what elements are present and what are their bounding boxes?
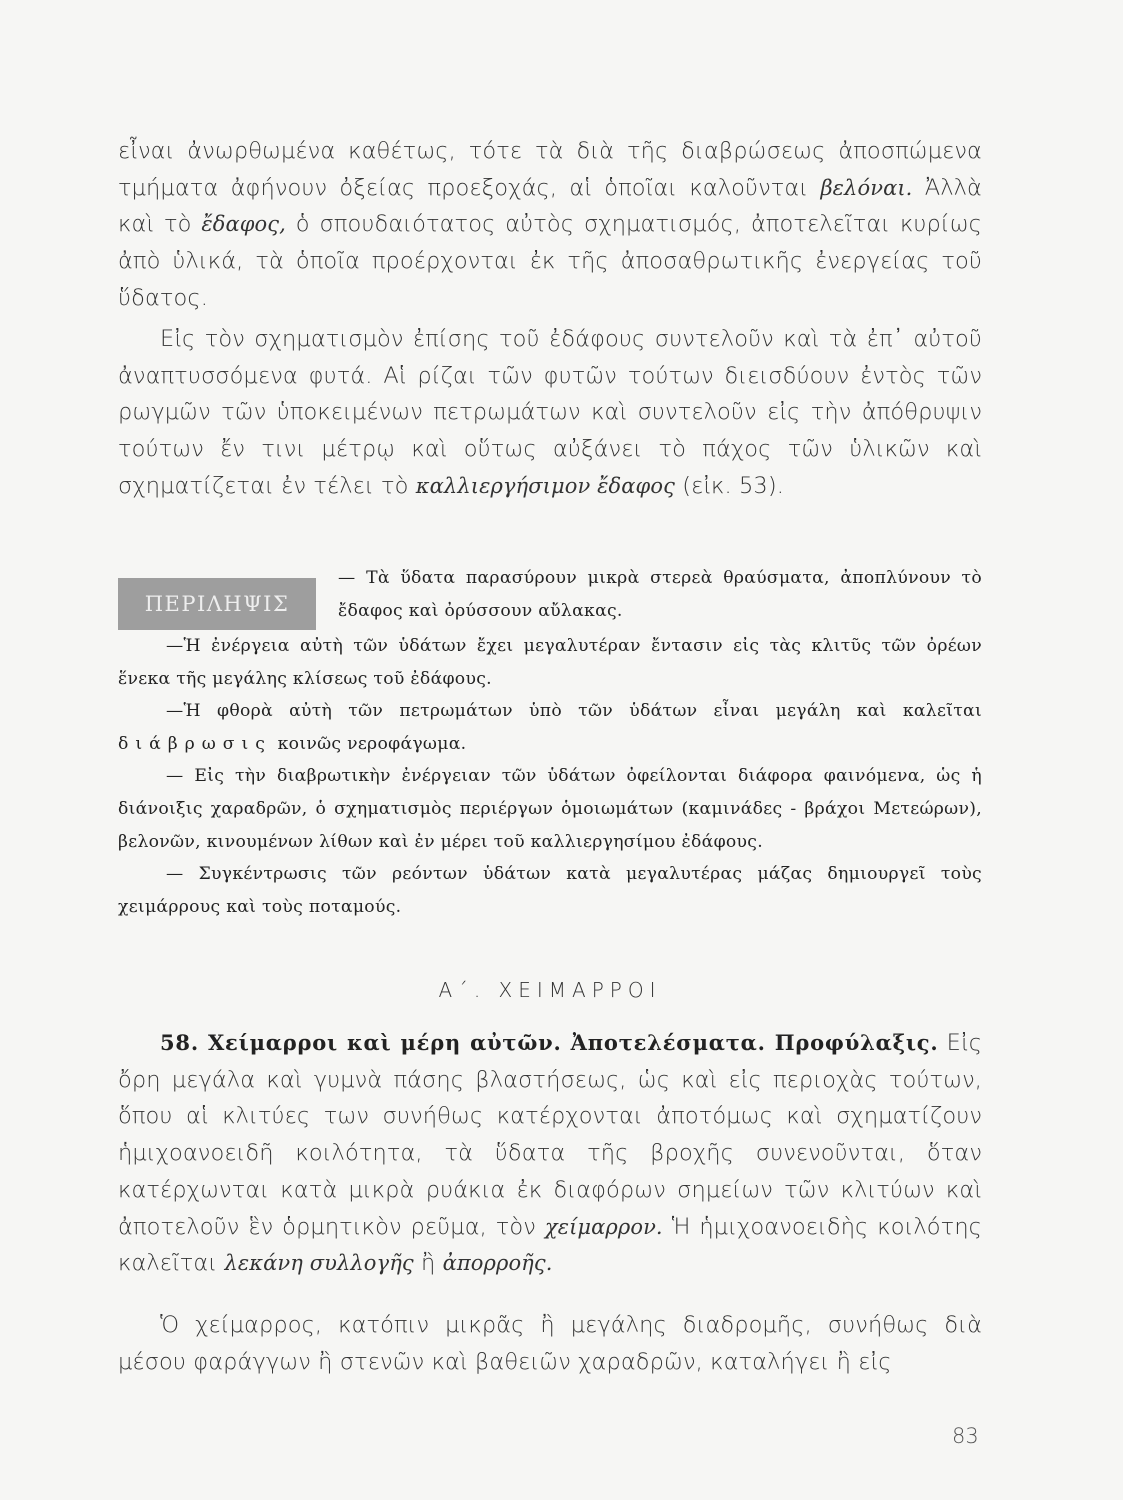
paragraph-2 (118, 321, 982, 505)
term-aporrois: ἀπορροῆς. (442, 1251, 553, 1276)
summary-box (118, 562, 982, 923)
summary-item-1: — Τὰ ὕδατα παρασύρουν μικρὰ στερεὰ θραύσματα, ἀποπλύνουν τὸ ἔδαφος καὶ ὀρύσσουν αὔλακας. (338, 568, 982, 621)
term-kalliergisimon-edafos: καλλιεργήσιμον ἔδαφος (415, 473, 675, 498)
summary-item-5: — Συγκέντρωσις τῶν ρεόντων ὑδάτων κατὰ μεγαλυτέρας μάζας δημιουργεῖ τοὺς χειμάρρους καὶ τοὺς ποταμούς. (118, 864, 982, 917)
term-cheimarros: χείμαρρον. (544, 1214, 663, 1239)
term-edafos: ἔδαφος, (201, 212, 286, 237)
summary-item-2: —Ἡ ἐνέργεια αὐτὴ τῶν ὑδάτων ἔχει μεγαλυτέραν ἔντασιν εἰς τὰς κλιτῦς τῶν ὀρέων ἕνεκα τῆς μεγάλης κλίσεως τοῦ ἐδάφους. (118, 636, 982, 689)
paragraph-3 (118, 1025, 982, 1282)
paragraph-4-text: Ὁ χείμαρρος, κατόπιν μικρᾶς ἢ μεγάλης διαδρομῆς, συνήθως διὰ μέσου φαράγγων ἢ στενῶν καὶ βαθειῶν χαραδρῶν, καταλήγει ἢ εἰς (118, 1312, 982, 1375)
summary-item-3 (118, 695, 982, 760)
paragraph-4 (118, 1307, 982, 1380)
term-belonai: βελόναι. (820, 175, 913, 200)
paragraph-1 (118, 133, 982, 317)
summary-item-4: — Εἰς τὴν διαβρωτικὴν ἐνέργειαν τῶν ὑδάτων ὀφείλονται διάφορα φαινόμενα, ὡς ἡ διάνοιξις χαραδρῶν, ὁ σχηματισμὸς περιέργων ὁμοιωμάτων (καμινάδες - βράχοι Μετεώρων), βελονῶν, κινουμένων λίθων καὶ ἐν μέρει τοῦ καλλιεργησίμου ἐδάφους. (118, 766, 982, 852)
paragraph-1-text-b: Ἀλλὰ καὶ τὸ (118, 174, 982, 238)
summary-item-3-text-a: —Ἡ φθορὰ αὐτὴ τῶν πετρωμάτων ὑπὸ τῶν ὑδάτων εἶναι μεγάλη καὶ καλεῖται (166, 701, 982, 722)
term-diavrosis: διάβρωσις (118, 733, 272, 754)
section-58-heading: 58. Χείμαρροι καὶ μέρη αὐτῶν. Ἀποτελέσματα. Προφύλαξις. (160, 1030, 939, 1055)
paragraph-1-text-c: ὁ σπουδαιότατος αὐτὸς σχηματισμός, ἀποτελεῖται κυρίως ἀπὸ ὑλικά, τὰ ὁποῖα προέρχονται ἐκ τῆς ἀποσαθρωτικῆς ἐνεργείας τοῦ ὕδατος. (118, 211, 982, 311)
page-number: 83 (952, 1424, 979, 1448)
summary-badge: ΠΕΡΙΛΗΨΙΣ (118, 578, 316, 630)
paragraph-2-text-a: Εἰς τὸν σχηματισμὸν ἐπίσης τοῦ ἐδάφους συντελοῦν καὶ τὰ ἐπ᾽ αὐτοῦ ἀναπτυσσόμενα φυτά. Αἱ ρίζαι τῶν φυτῶν τούτων διεισδύουν ἐντὸς τῶν ρωγμῶν τῶν ὑποκειμένων πετρωμάτων καὶ συντελοῦν εἰς τὴν ἀπόθρυψιν τούτων ἔν τινι μέτρῳ καὶ οὕτως αὐξάνει τὸ πάχος τῶν ὑλικῶν καὶ σχηματίζεται ἐν τέλει τὸ (118, 326, 982, 499)
term-lekani-syllogis: λεκάνη συλλογῆς (224, 1251, 414, 1276)
summary-item-3-text-b: κοινῶς νεροφάγωμα. (271, 733, 467, 754)
paragraph-3-text-c: ἢ (413, 1250, 443, 1277)
paragraph-1-text-a: εἶναι ἀνωρθωμένα καθέτως, τότε τὰ διὰ τῆς διαβρώσεως ἀποσπώμενα τμήματα ἀφήνουν ὀξείας προεξοχάς, αἱ ὁποῖαι καλοῦνται (118, 138, 982, 201)
paragraph-3-text-b: Ἡ ἡμιχοανοειδὴς κοιλότης καλεῖται (118, 1213, 982, 1277)
paragraph-3-text-a: Εἰς ὄρη μεγάλα καὶ γυμνὰ πάσης βλαστήσεως, ὡς καὶ εἰς περιοχὰς τούτων, ὅπου αἱ κλιτύες των συνήθως κατέρχονται ἀποτόμως καὶ σχηματίζουν ἡμιχοανοειδῆ κοιλότητα, τὰ ὕδατα τῆς βροχῆς συνενοῦνται, ὅταν κατέρχωνται κατὰ μικρὰ ρυάκια ἐκ διαφόρων σημείων τῶν κλιτύων καὶ ἀποτελοῦν ἓν ὁρμητικὸν ρεῦμα, τὸν (118, 1030, 982, 1240)
paragraph-2-text-b: (εἰκ. 53). (674, 472, 784, 499)
section-heading: Α΄. ΧΕΙΜΑΡΡΟΙ (438, 978, 662, 1002)
